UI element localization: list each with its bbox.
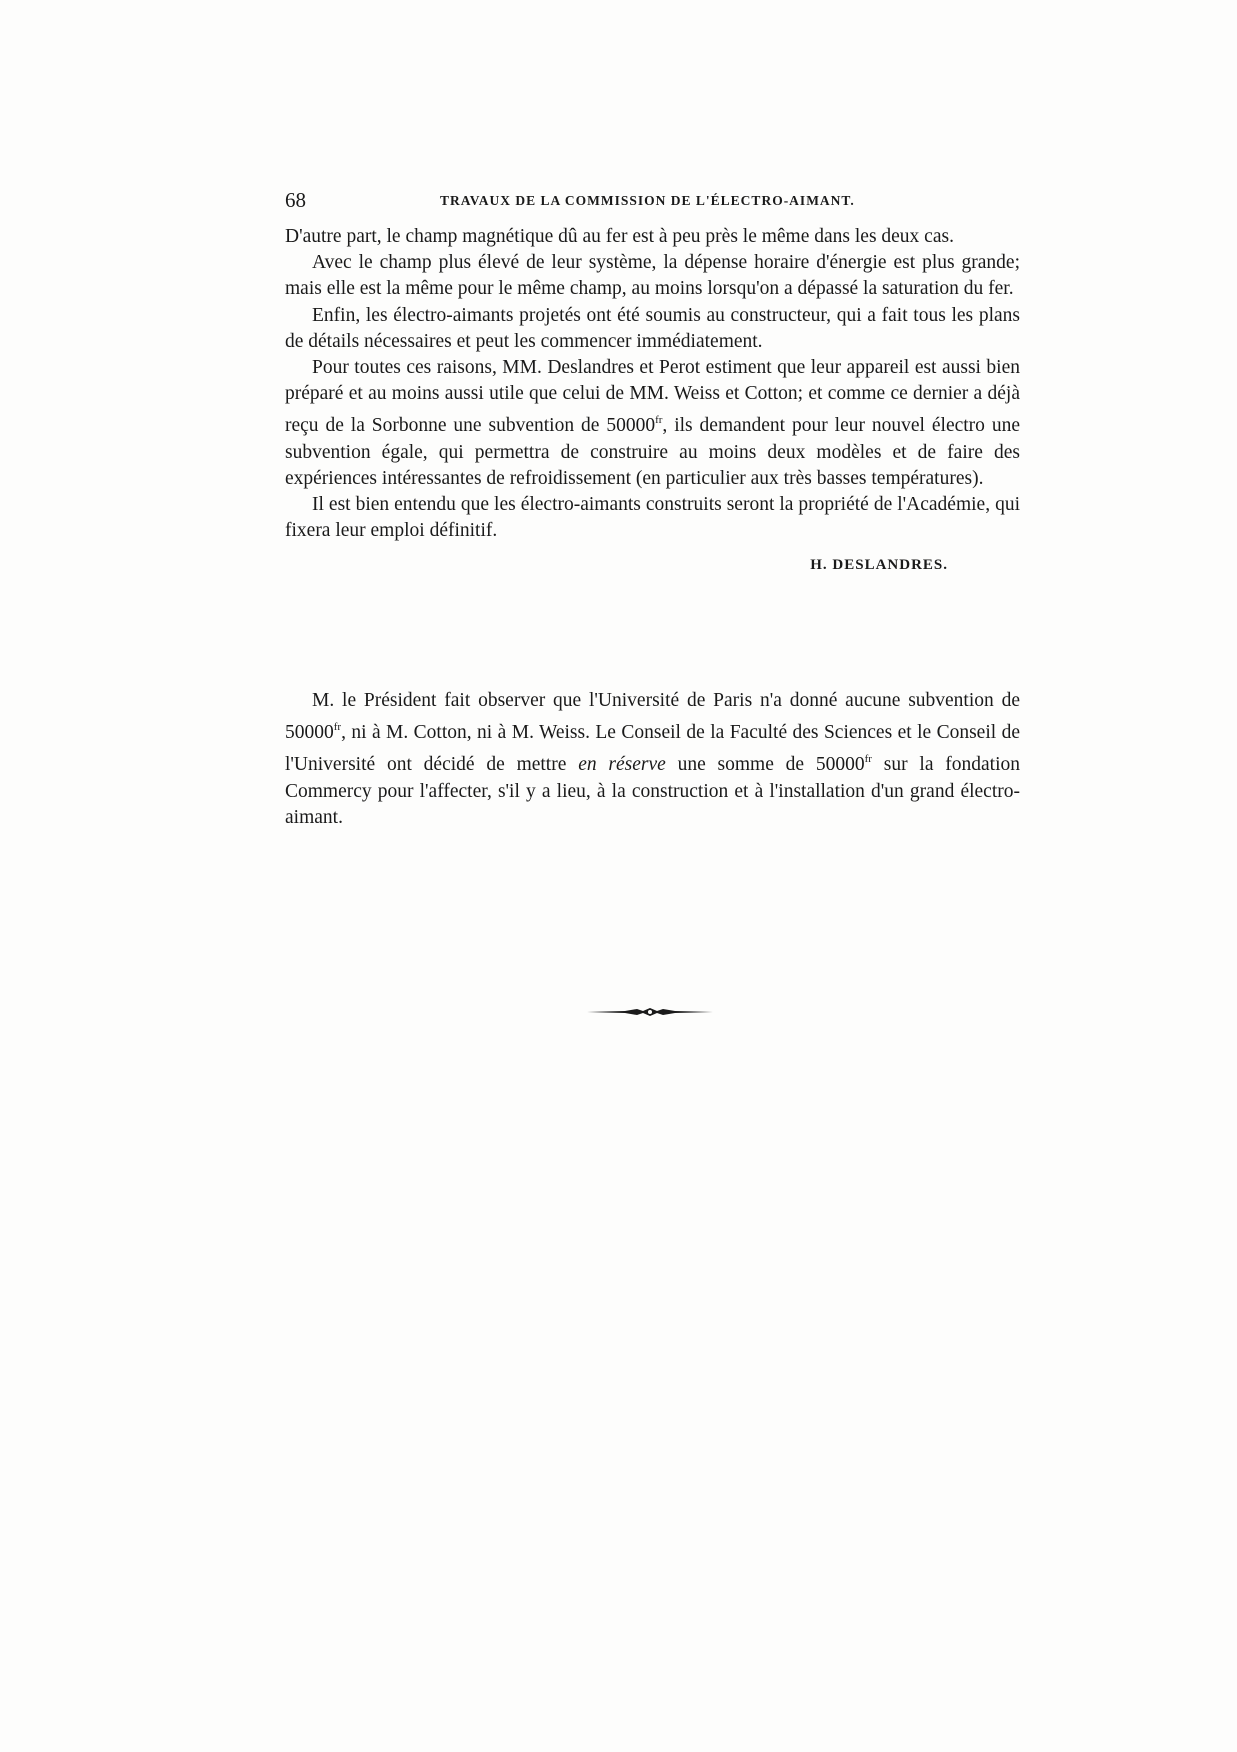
ornamental-divider bbox=[585, 1005, 715, 1019]
franc-superscript: fr bbox=[333, 721, 342, 734]
paragraph-text: Pour toutes ces raisons, MM. Deslandres et Perot estiment que leur appareil est aussi bien préparé et au moins aussi utile que celui de MM. Weiss et Cotton; et comme ce dernier a déjà reçu de la Sorbonne une subvention de 50000 bbox=[285, 357, 1020, 437]
page-number: 68 bbox=[285, 188, 306, 212]
paragraph: Enfin, les électro-aimants projetés ont été soumis au constructeur, qui a fait tous les plans de détails nécessaires et peut les commencer immédiatement. bbox=[285, 304, 1020, 352]
paragraph: D'autre part, le champ magnétique dû au fer est à peu près le même dans les deux cas. bbox=[285, 226, 954, 247]
running-title: TRAVAUX DE LA COMMISSION DE L'ÉLECTRO-AIMANT. bbox=[440, 193, 855, 208]
paragraph bbox=[285, 355, 1020, 492]
paragraph bbox=[285, 688, 1020, 831]
franc-superscript: fr bbox=[864, 753, 872, 766]
commission-report-section bbox=[285, 224, 1020, 579]
page-header bbox=[285, 188, 1020, 216]
paragraph: Avec le champ plus élevé de leur système, la dépense horaire d'énergie est plus grande; mais elle est la même pour le même champ, au moins lorsqu'on a dépassé la saturation du fer. bbox=[285, 252, 1020, 300]
paragraph: Il est bien entendu que les électro-aimants construits seront la propriété de l'Académie, qui fixera leur emploi définitif. bbox=[285, 494, 1020, 542]
paragraph-text: sur la fondation Commercy pour l'affecter, s'il y a lieu, à la construction et à l'installation d'un grand électro-aimant. bbox=[285, 754, 1021, 828]
president-remark-section bbox=[285, 688, 1020, 831]
franc-superscript: fr bbox=[655, 414, 663, 427]
paragraph-text: M. le Président fait observer que l'Université de Paris n'a donné aucune subvention de 50000 bbox=[285, 690, 1020, 744]
paragraph-text: , ni à M. Cotton, ni à M. Weiss. Le Conseil de la Faculté des Sciences et le Conseil de l'Université ont décidé de mettre bbox=[285, 722, 1020, 776]
signature: H. DESLANDRES. bbox=[810, 557, 948, 574]
emphasis-text: en réserve bbox=[578, 754, 666, 776]
paragraph-text: , ils demandent pour leur nouvel électro une subvention égale, qui permettra de construire au moins deux modèles et de faire des expériences intéressantes de refroidissement (en particulier aux très basses températures). bbox=[285, 415, 1020, 489]
paragraph-text: une somme de 50000 bbox=[665, 754, 865, 776]
